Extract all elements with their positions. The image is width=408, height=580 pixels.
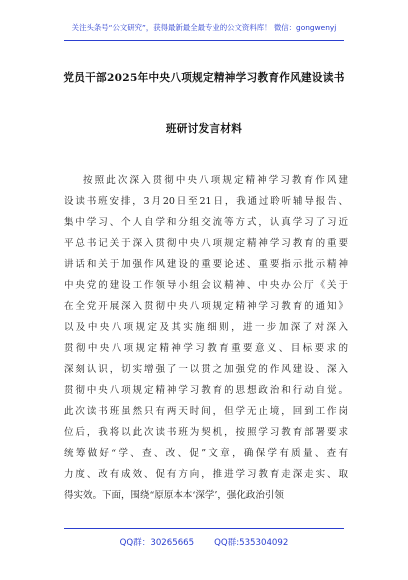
body-text-line: 力度、改有成效、促有方向，推进学习教育走深走实、取 <box>64 469 348 480</box>
header-banner: 关注头条号“公文研究”，获得最新最全最专业的公文资料库！ 微信：gongwenyj <box>71 23 337 32</box>
footer-qq-group-1: QQ群：30265665 <box>119 538 195 548</box>
document-title: 党员干部2025年中央八项规定精神学习教育作风建设读书 <box>63 72 345 84</box>
body-text-line: 深刻认识，切实增强了一以贯之加强党的作风建设、深入 <box>64 364 348 375</box>
body-text-line: 贯彻中央八项规定精神学习教育的思想政治和行动自觉。 <box>64 385 348 396</box>
footer-divider <box>64 528 344 529</box>
body-text-line: 平总书记关于深入贯彻中央八项规定精神学习教育的重要 <box>64 238 348 249</box>
footer <box>0 536 408 548</box>
footer-qq-group-2: QQ群:535304092 <box>214 538 289 548</box>
body-text-line: 统筹做好“学、查、改、促”文章，确保学有质量、查有 <box>64 448 348 459</box>
header-divider <box>64 40 344 41</box>
body-text-line: 中央党的建设工作领导小组会议精神、中央办公厅《关于 <box>64 280 348 291</box>
body-text-line: 得实效。下面，围绕“原原本本‘深学’，强化政治引领 <box>64 490 284 501</box>
body-text-line: 在全党开展深入贯彻中央八项规定精神学习教育的通知》 <box>64 301 348 312</box>
body-text-line: 位后，我将以此次读书班为契机，按照学习教育部署要求 <box>64 427 348 438</box>
body-text-line: 集中学习、个人自学和分组交流等方式，认真学习了习近 <box>64 217 348 228</box>
document-subtitle: 班研讨发言材料 <box>165 123 243 135</box>
body-text-line: 讲话和关于加强作风建设的重要论述、重要指示批示精神 <box>64 259 348 270</box>
body-text-line: 设读书班安排，3月20日至21日，我通过聆听辅导报告、 <box>64 196 348 207</box>
body-text-line: 按照此次深入贯彻中央八项规定精神学习教育作风建 <box>83 175 348 186</box>
body-text-line: 此次读书班虽然只有两天时间，但学无止境，回到工作岗 <box>64 406 348 417</box>
body-text-line: 贯彻中央八项规定精神学习教育重要意义、目标要求的 <box>64 343 348 354</box>
body-text-line: 以及中央八项规定及其实施细则，进一步加深了对深入 <box>64 322 348 333</box>
